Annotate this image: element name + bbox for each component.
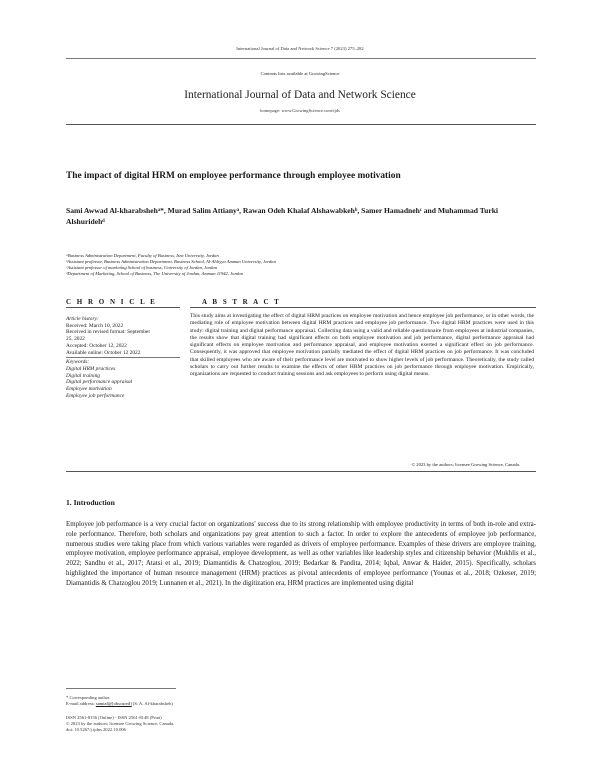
chronicle-rule: [66, 307, 180, 308]
footnote-rule: [66, 688, 176, 689]
accepted-date: Accepted: October 12, 2022: [66, 342, 127, 349]
article-info: [66, 316, 191, 399]
email-link[interactable]: samial@[obscured]: [95, 701, 132, 706]
running-head: International Journal of Data and Network Science 7 (2023) 275–282: [236, 46, 364, 51]
footnote: [66, 695, 426, 707]
masthead-rule: [66, 124, 536, 125]
journal-homepage[interactable]: homepage: www.GrowingScience.com/ijds: [260, 108, 340, 113]
keyword-item: Digital performance appraisal: [66, 379, 133, 386]
journal-title: International Journal of Data and Network Science: [184, 89, 416, 101]
introduction-body: Employee job performance is a very crucial factor on organizations' success due to its strong relationship with employee productivity in terms of both in-role and extra-role performance. Therefore, both scholars and organizations pay great attention to such a factor. In order to explore the antecedents of employee job performance, numerous studies were taking place from which various variables were regarded as drivers of employee performance. Examples of these drivers are employee training, employee motivation, employee performance appraisal, employee development, as well as other variables like leadership styles and citizenship behavior (Mukhlis et al., 2022; Sandhu et al., 2017; Atatsi et al., 2019; Diamantidis & Chatzoglou, 2019; Bedarkar & Pandita, 2014; Iqbal, Anwar & Haider, 2015). Specifically, scholars highlighted the importance of human resource management (HRM) practices as pivotal antecedents of employee performance (Younas et al., 2018; Ozkeser, 2019; Diamantidis & Chatzoglou 2019; Lunnanen et al., 2021). In the digitization era, HRM practices are implemented using digital: [66, 521, 536, 587]
issn-line: ISSN 2561-8156 (Online) - ISSN 2561-8148 (Print): [66, 715, 162, 720]
publication-info: [66, 715, 426, 733]
article-history-label: Article history:: [66, 316, 99, 322]
author-list: Sami Awwad Al-kharabshehᵃ*, Murad Salim Attianyᵃ, Rawan Odeh Khalaf Alshawabkehᵇ, Samer Hamadnehᶜ and Muhammad Turki Alshuridehᵈ: [66, 206, 499, 226]
email-label: E-mail address:: [66, 701, 96, 706]
abstract-end-rule: [66, 471, 536, 472]
received-date: Received: March 10, 2022: [66, 322, 124, 329]
abstract-copyright: © 2023 by the authors; licensee Growing Science, Canada.: [411, 462, 520, 467]
keywords-rule: [66, 357, 180, 358]
abstract-rule: [190, 307, 536, 308]
affiliation-b: ᵇAssistant professor, Business Administration Department, Business School, Al-Ahliyya Amman University, Jordan: [66, 259, 276, 264]
abstract-body: This study aims at investigating the effect of digital HRM practices on employee motivation and hence employee job performance, or in other words, the mediating role of employee motivation between digital HRM practices and employee job performance. Two digital HRM practices were used in this study: digital training and digital performance appraisal. Collecting data using a valid and reliable questionnaire from employees at industrial companies, the results show that digital training had significant effects on both employee motivation and job performance, digital performance appraisal had significant effects on employee motivation and performance appraisal, and employee motivation exerted a significant effect on job performance. Consequently, it was approved that employee motivation partially mediated the effect of digital HRM practices on job performance. It was concluded that skilled employees who are aware of their performance level are motivated to show higher levels of job performance. Theoretically, the study called scholars to carry out further results to examine the effects of other HRM practices on job performance through employee motivation. Empirically, organizations are requested to conduct training sessions and ask employees to perform using digital means.: [190, 313, 534, 377]
email-suffix: (S. A. Al-kharabsheh): [131, 701, 173, 706]
keyword-item: Employee job performance: [66, 392, 125, 399]
doi-line[interactable]: doi: 10.5267/j.ijdns.2022.10.006: [66, 727, 126, 732]
keywords-label: Keywords:: [66, 359, 90, 366]
footer-copyright: © 2023 by the authors; licensee Growing Science, Canada.: [66, 721, 175, 726]
paper-title: The impact of digital HRM on employee performance through employee motivation: [66, 171, 401, 181]
online-date: Available online: October 12 2022: [66, 349, 141, 356]
abstract-heading: A B S T R A C T: [202, 298, 281, 306]
corresponding-author-note: * Corresponding author.: [66, 695, 111, 700]
header-rule: [66, 58, 536, 59]
affiliations: [66, 253, 426, 277]
affiliation-c: ᶜAssistant professor of marketing School of business, University of Jordan, Jordan: [66, 265, 218, 270]
revised-date: Received in revised format: September 25, 2022: [66, 329, 151, 343]
email-line: [66, 701, 426, 707]
keyword-item: Employee motivation: [66, 386, 112, 393]
keyword-item: Digital training: [66, 372, 100, 379]
introduction-heading: 1. Introduction: [66, 498, 115, 507]
availability-note: Contents lists available at GrowingScience: [260, 71, 340, 76]
keyword-item: Digital HRM practices: [66, 365, 116, 372]
affiliation-d: ᵈDepartment of Marketing, School of Business, The University of Jordan, Amman 11942, Jordan: [66, 271, 243, 276]
affiliation-a: ᵃBusiness Administration Department, Faculty of Business, Isra University, Jordan: [66, 253, 219, 258]
chronicle-heading: C H R O N I C L E: [66, 298, 157, 306]
